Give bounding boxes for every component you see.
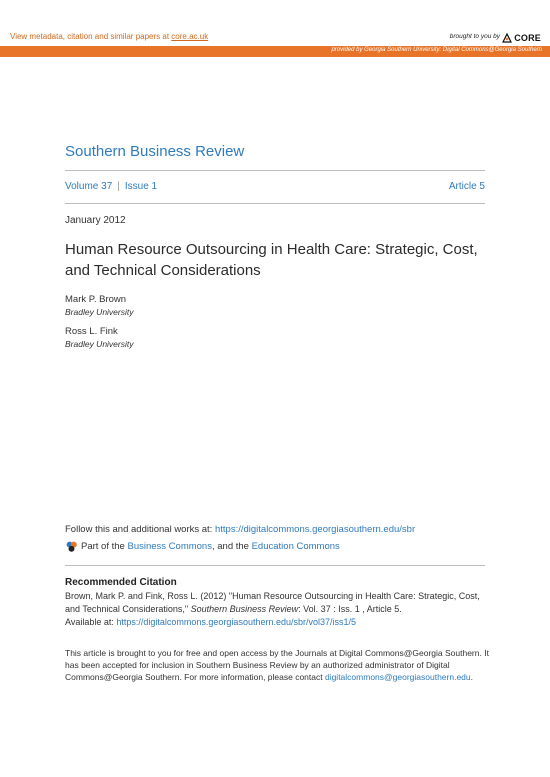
issue-link[interactable]: Issue 1 [124, 181, 158, 192]
author-name[interactable]: Mark P. Brown [65, 294, 127, 305]
part-prefix: Part of the [81, 541, 128, 552]
follow-url-link[interactable]: https://digitalcommons.georgiasouthern.edu/sbr [214, 524, 416, 535]
citation-body: Brown, Mark P. and Fink, Ross L. (2012) "Human Resource Outsourcing in Health Care: Strategic, Cost, and Technical Considerations," [65, 591, 480, 614]
core-domain-link[interactable]: core.ac.uk [171, 32, 209, 41]
available-prefix: Available at: [65, 617, 117, 627]
paper-title: Human Resource Outsourcing in Health Care: Strategic, Cost, and Technical Considerations [65, 241, 478, 279]
core-logo-icon [502, 33, 512, 43]
publication-date: January 2012 [65, 215, 126, 226]
recommended-citation-heading: Recommended Citation [65, 577, 177, 588]
citation-journal: Southern Business Review [190, 604, 299, 614]
contact-email-link[interactable]: digitalcommons@georgiasouthern.edu [324, 672, 471, 682]
view-link-prefix: View metadata, citation and similar papers at [10, 32, 172, 41]
network-logo-icon [65, 540, 78, 553]
access-note [65, 647, 490, 683]
access-note-text: This article is brought to you for free and open access by the Journals at Digital Commons@Georgia Southern. It has been accepted for inclusion in Southern Business Review by an authorized administrator of Digital Commons@Georgia Southern. For more information, please contact [65, 648, 489, 682]
access-note-end: . [470, 672, 474, 682]
volume-link[interactable]: Volume 37 [65, 181, 113, 192]
core-logo-text: CORE [514, 32, 541, 43]
provided-by-bar [0, 46, 550, 57]
part-mid: , and the [211, 541, 252, 552]
citation-volume: : Vol. 37 : Iss. 1 , Article 5. [298, 604, 402, 614]
author-name[interactable]: Ross L. Fink [65, 326, 118, 337]
divider [65, 203, 485, 204]
author-affiliation: Bradley University [65, 307, 134, 317]
author-affiliation: Bradley University [65, 339, 134, 349]
follow-line [65, 524, 415, 535]
citation-url-link[interactable]: https://digitalcommons.georgiasouthern.edu/sbr/vol37/iss1/5 [116, 617, 357, 627]
business-commons-link[interactable]: Business Commons [127, 541, 212, 552]
follow-prefix: Follow this and additional works at: [65, 524, 215, 535]
brought-to-you-text: brought to you by [449, 33, 500, 40]
separator: | [117, 181, 120, 192]
education-commons-link[interactable]: Education Commons [251, 541, 340, 552]
core-view-metadata-link[interactable] [10, 32, 208, 41]
core-banner [0, 32, 550, 46]
citation-text [65, 590, 490, 629]
divider [65, 170, 485, 171]
provided-by-text[interactable]: provided by Georgia Southern University: Digital Commons@Georgia Southern [331, 47, 542, 53]
divider [65, 565, 485, 566]
part-of-line [65, 540, 340, 553]
core-logo[interactable] [502, 32, 541, 43]
journal-title[interactable]: Southern Business Review [65, 143, 245, 160]
volume-issue-line [65, 181, 485, 192]
article-link[interactable]: Article 5 [448, 181, 485, 192]
